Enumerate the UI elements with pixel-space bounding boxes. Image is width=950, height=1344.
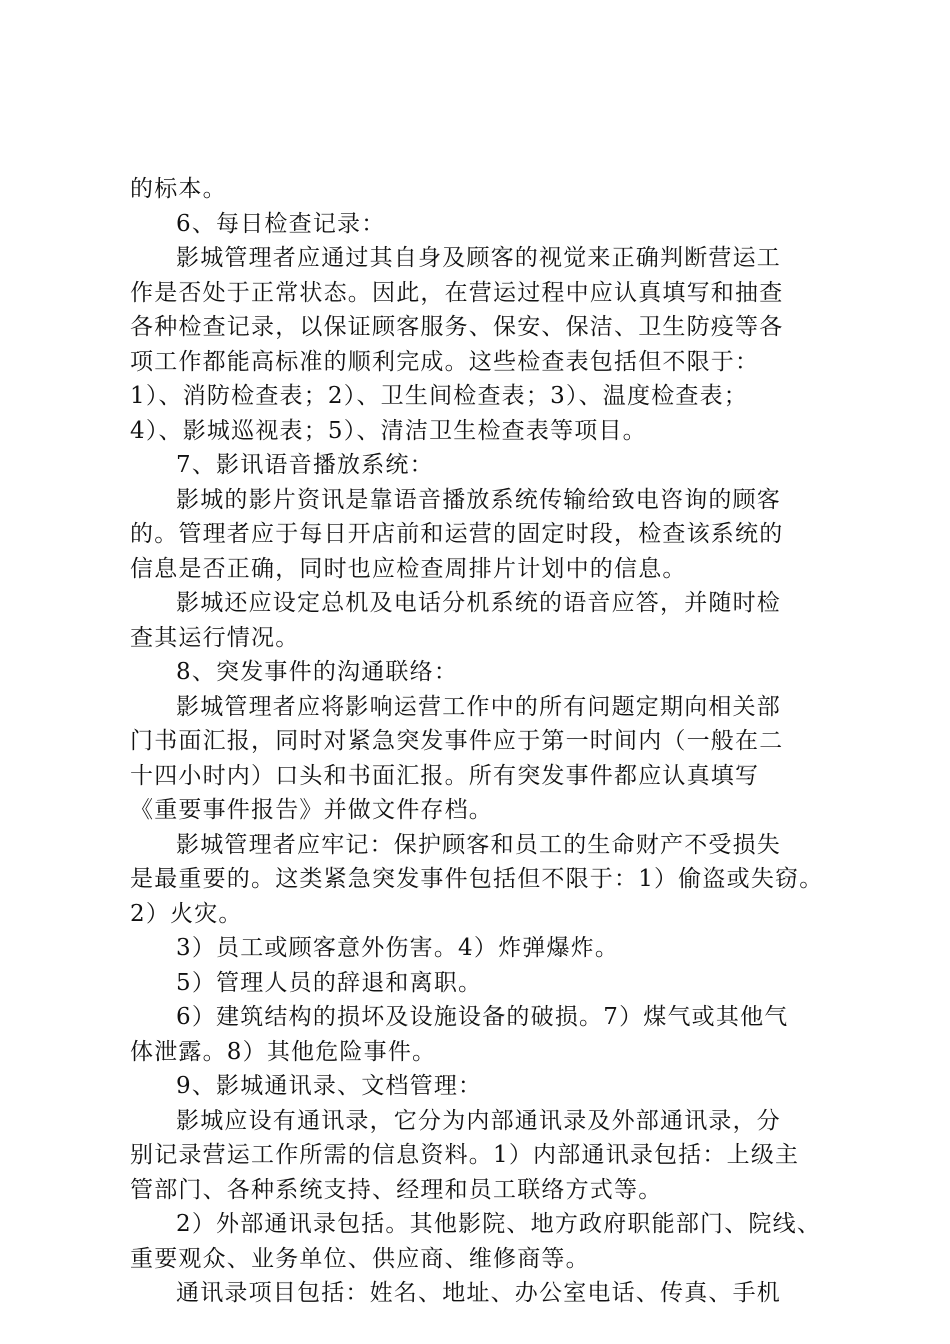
text-line: 6、每日检查记录：: [176, 210, 386, 237]
text-line: 通讯录项目包括：姓名、地址、办公室电话、传真、手机: [176, 1280, 781, 1306]
text-line: 的。管理者应于每日开店前和运营的固定时段，检查该系统的: [130, 521, 784, 547]
text-line: 5）管理人员的辞退和离职。: [176, 969, 483, 996]
text-line: 影城管理者应将影响运营工作中的所有问题定期向相关部: [176, 693, 781, 720]
document-body-text: [130, 172, 850, 1311]
text-line: 作是否处于正常状态。因此，在营运过程中应认真填写和抽查: [130, 279, 784, 306]
text-line: 影城管理者应通过其自身及顾客的视觉来正确判断营运工: [176, 245, 781, 271]
text-line: 影城还应设定总机及电话分机系统的语音应答，并随时检: [176, 590, 781, 616]
text-line: 重要观众、业务单位、供应商、维修商等。: [130, 1245, 590, 1272]
text-line: 信息是否正确，同时也应检查周排片计划中的信息。: [130, 555, 687, 582]
text-line: 别记录营运工作所需的信息资料。1）内部通讯录包括：上级主: [130, 1142, 800, 1168]
text-line: 8、突发事件的沟通联络：: [176, 659, 459, 685]
text-line: 6）建筑结构的损坏及设施设备的破损。7）煤气或其他气: [176, 1004, 789, 1030]
text-line: 体泄露。8）其他危险事件。: [130, 1038, 437, 1065]
text-line: 查其运行情况。: [130, 624, 300, 651]
text-line: 7、影讯语音播放系统：: [176, 452, 434, 478]
text-line: 影城管理者应牢记：保护顾客和员工的生命财产不受损失: [176, 831, 781, 858]
text-line: 各种检查记录，以保证顾客服务、保安、保洁、卫生防疫等各: [130, 314, 784, 340]
text-line: 是最重要的。这类紧急突发事件包括但不限于：1）偷盗或失窃。: [130, 866, 824, 892]
text-line: 门书面汇报，同时对紧急突发事件应于第一时间内（一般在二: [130, 728, 784, 754]
text-line: 影城的影片资讯是靠语音播放系统传输给致电咨询的顾客: [176, 486, 781, 513]
text-line: 4）、影城巡视表；5）、清洁卫生检查表等项目。: [130, 417, 647, 444]
text-line: 2）外部通讯录包括。其他影院、地方政府职能部门、院线、: [176, 1211, 822, 1237]
text-line: 1）、消防检查表；2）、卫生间检查表；3）、温度检查表；: [130, 383, 748, 409]
text-line: 管部门、各种系统支持、经理和员工联络方式等。: [130, 1176, 663, 1203]
text-line: 影城应设有通讯录，它分为内部通讯录及外部通讯录，分: [176, 1107, 781, 1134]
text-line: 3）员工或顾客意外伤害。4）炸弹爆炸。: [176, 935, 620, 961]
text-line: 项工作都能高标准的顺利完成。这些检查表包括但不限于：: [130, 348, 760, 375]
text-line: 2）火灾。: [130, 900, 243, 927]
text-line: 《重要事件报告》并做文件存档。: [130, 797, 493, 823]
text-line: 十四小时内）口头和书面汇报。所有突发事件都应认真填写: [130, 762, 760, 789]
text-line: 的标本。: [130, 176, 227, 202]
text-line: 9、影城通讯录、文档管理：: [176, 1073, 483, 1099]
